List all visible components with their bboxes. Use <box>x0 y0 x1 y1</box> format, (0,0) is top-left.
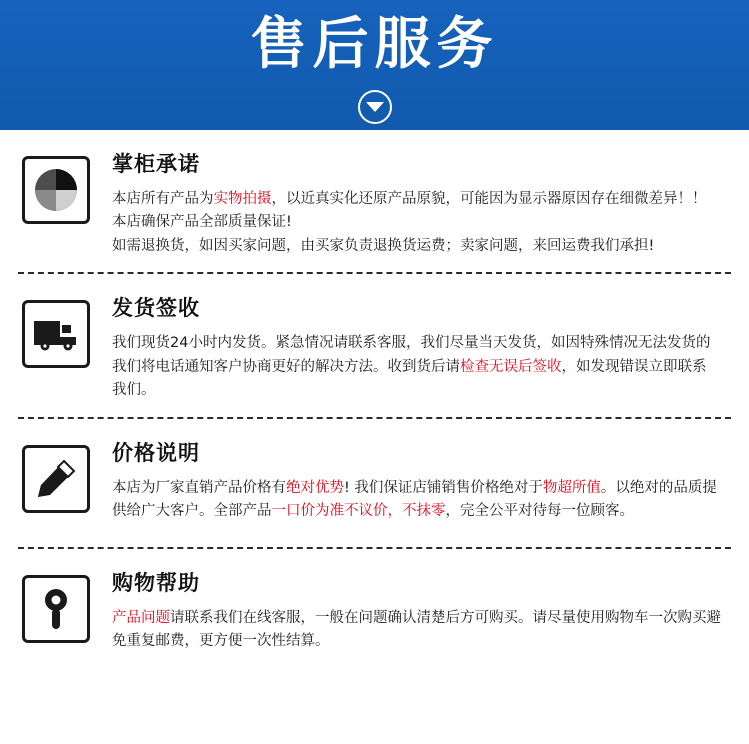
section-text <box>112 607 721 654</box>
page-title: 售后服务 <box>250 12 499 77</box>
header-banner <box>0 0 749 130</box>
section-shipping <box>0 274 749 418</box>
plain-text: 请联系我们在线客服，一般在问题确认清楚后方可购买。请尽量使用购物车一次购买避 <box>170 609 721 626</box>
service-sections <box>0 130 749 679</box>
plain-text: 本店所有产品为 <box>112 191 214 207</box>
section-title: 价格说明 <box>112 440 200 465</box>
text-line <box>112 332 721 355</box>
section-body <box>90 148 727 258</box>
text-line <box>112 356 721 379</box>
text-line <box>112 607 721 630</box>
plain-text: ，以近真实化还原产品原貌，可能因为显示器原因存在细微差异！！ <box>271 191 707 207</box>
text-line <box>112 500 721 523</box>
text-line <box>112 188 721 211</box>
section-body <box>90 567 727 654</box>
plain-text: ，如发现错误立即联系 <box>561 358 707 375</box>
highlight-text: 物超所值 <box>542 479 601 496</box>
section-body <box>90 437 727 524</box>
plain-text: 。以绝对的品质提 <box>600 479 717 496</box>
section-help <box>0 549 749 679</box>
section-title: 发货签收 <box>112 296 200 321</box>
text-line <box>112 477 721 500</box>
pie-chart-icon <box>22 156 90 224</box>
highlight-text: 检查无误后签收 <box>460 358 562 375</box>
key-icon <box>22 575 90 643</box>
highlight-text: 实物拍摄 <box>213 191 272 207</box>
plain-text: 我们。 <box>112 382 156 399</box>
highlight-text: 绝对优势 <box>286 479 344 496</box>
plain-text: 本店确保产品全部质量保证! <box>112 214 292 231</box>
chevron-down-icon <box>358 90 392 124</box>
section-text <box>112 188 721 258</box>
plain-text: 我们将电话通知客户协商更好的解决方法。收到货后请 <box>112 358 460 375</box>
section-promise <box>0 130 749 274</box>
highlight-text: 产品问题 <box>112 609 170 626</box>
highlight-text: 一口价为准不议价，不抹零 <box>271 503 446 520</box>
plain-text: ! 我们保证店铺销售价格绝对于 <box>344 479 543 496</box>
section-price <box>0 419 749 549</box>
pen-icon <box>22 445 90 513</box>
section-text <box>112 477 721 524</box>
plain-text: 如需退换货，如因买家问题，由买家负责退换货运费；卖家问题，来回运费我们承担! <box>112 237 655 254</box>
plain-text: ，完全公平对待每一位顾客。 <box>445 503 634 520</box>
section-text <box>112 332 721 402</box>
text-line <box>112 630 721 653</box>
section-body <box>90 292 727 402</box>
plain-text: 本店为厂家直销产品价格有 <box>112 479 286 496</box>
plain-text: 我们现货24小时内发货。紧急情况请联系客服，我们尽量当天发货，如因特殊情况无法发货的 <box>112 335 711 352</box>
section-title: 购物帮助 <box>112 570 200 595</box>
truck-icon <box>22 300 90 368</box>
text-line <box>112 235 721 258</box>
plain-text: 免重复邮费，更方便一次性结算。 <box>112 633 330 650</box>
text-line <box>112 211 721 234</box>
plain-text: 供给广大客户。全部产品 <box>112 503 272 520</box>
section-title: 掌柜承诺 <box>112 152 200 176</box>
text-line <box>112 379 721 402</box>
